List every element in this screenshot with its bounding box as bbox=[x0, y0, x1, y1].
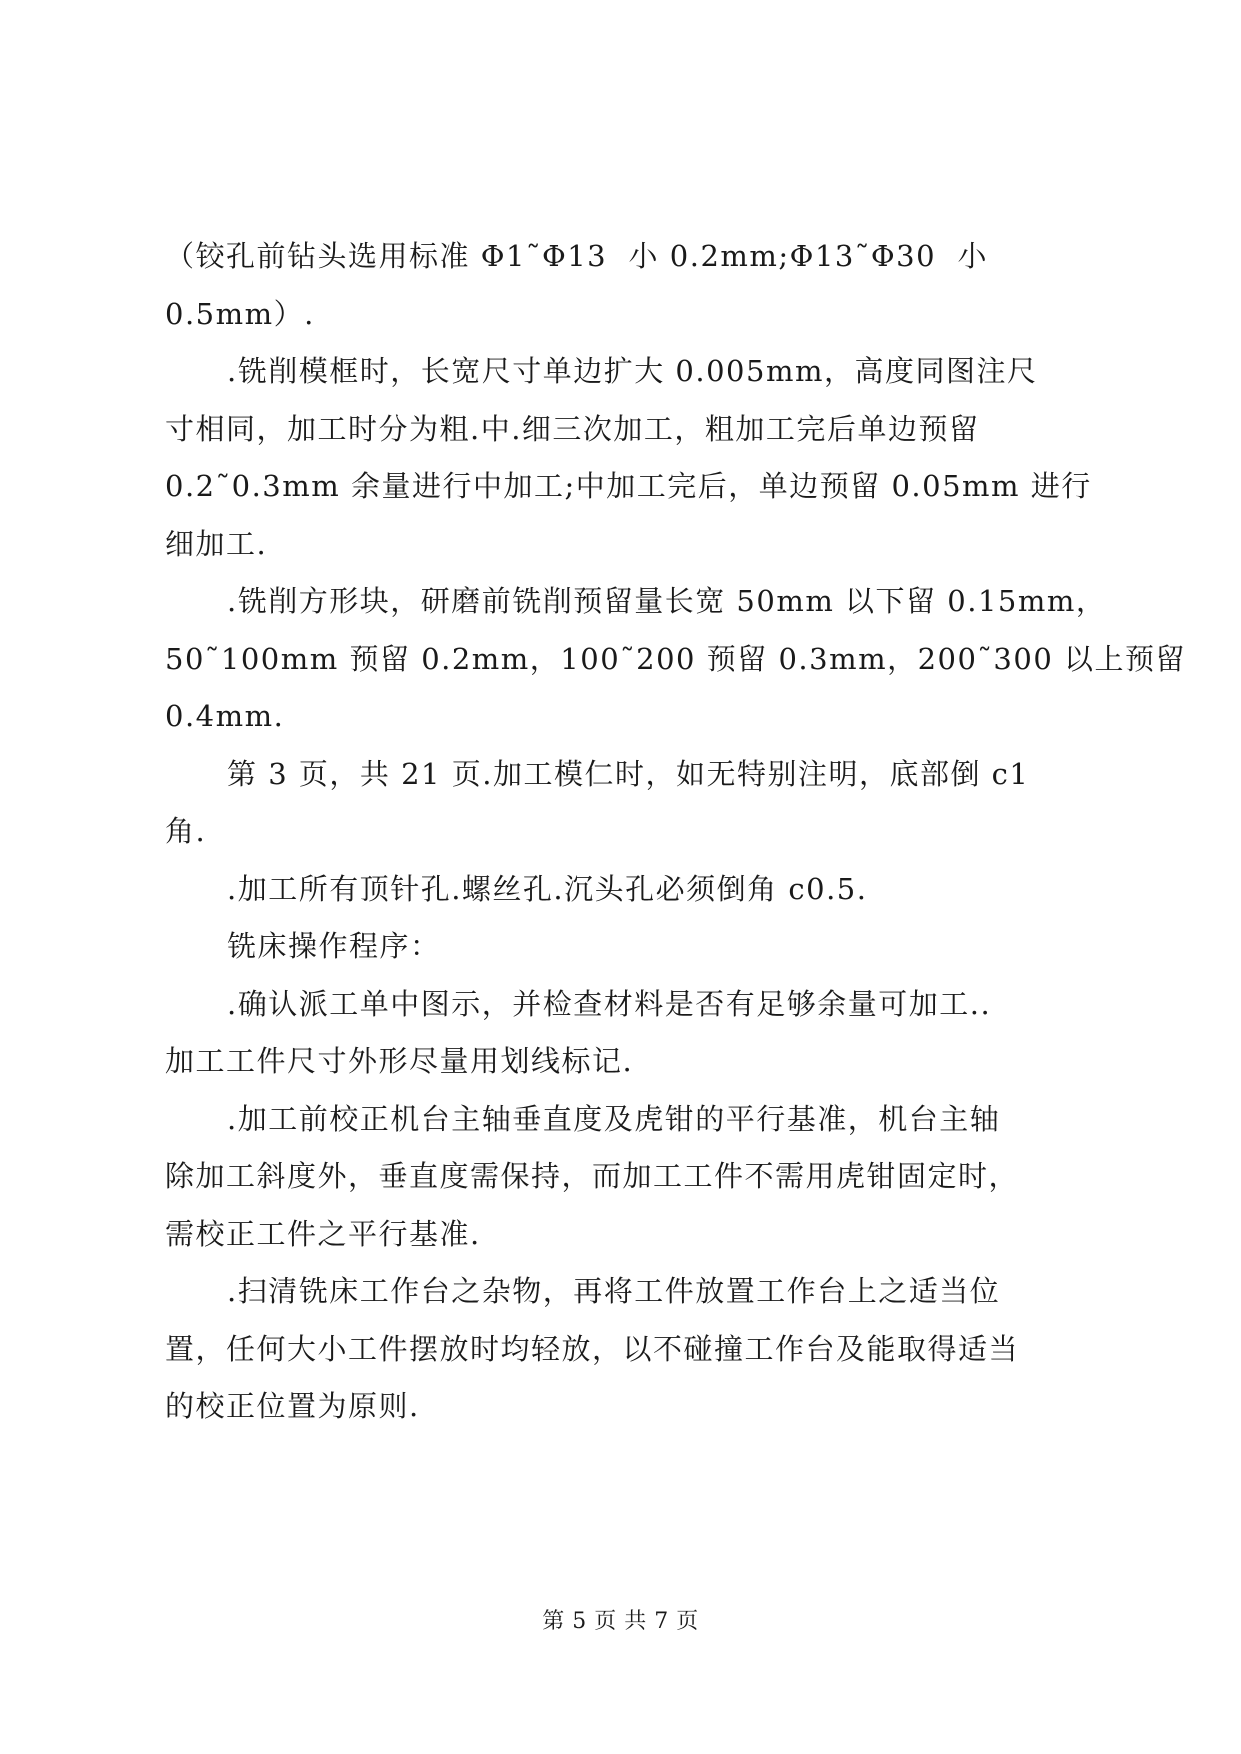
text-line: 50˜100mm 预留 0.2mm，100˜200 预留 0.3mm，200˜300 以上预留 bbox=[165, 641, 1186, 676]
text-line: 0.2˜0.3mm 余量进行中加工;中加工完后，单边预留 0.05mm 进行 bbox=[165, 469, 1092, 503]
text-line: .加工所有顶针孔.螺丝孔.沉头孔必须倒角 c0.5. bbox=[227, 871, 868, 906]
page-footer bbox=[0, 1604, 1241, 1635]
text-line: 除加工斜度外，垂直度需保持，而加工工件不需用虎钳固定时， bbox=[165, 1159, 1020, 1193]
text-line: .铣削模框时，长宽尺寸单边扩大 0.005mm，高度同图注尺 bbox=[227, 354, 1038, 388]
paragraph bbox=[165, 343, 1092, 573]
text-line: 需校正工件之平行基准. bbox=[165, 1216, 481, 1251]
text-line: 0.4mm. bbox=[165, 699, 285, 733]
text-line: 寸相同，加工时分为粗.中.细三次加工，粗加工完后单边预留 bbox=[165, 411, 980, 446]
text-line: 置，任何大小工件摆放时均轻放，以不碰撞工作台及能取得适当 bbox=[165, 1331, 1020, 1366]
text-line: 铣床操作程序： bbox=[227, 929, 441, 963]
paragraph bbox=[165, 746, 1080, 861]
paragraph bbox=[165, 228, 1080, 343]
section-heading bbox=[165, 918, 1080, 976]
text-line: .扫清铣床工作台之杂物，再将工件放置工作台上之适当位 bbox=[227, 1274, 1001, 1308]
text-line: .确认派工单中图示，并检查材料是否有足够余量可加工.. bbox=[227, 986, 992, 1021]
document-body bbox=[165, 228, 1186, 1436]
page-number: 第 5 页 共 7 页 bbox=[542, 1609, 699, 1634]
paragraph bbox=[165, 1263, 1080, 1436]
text-line: （铰孔前钻头选用标准 Φ1˜Φ13 小 0.2mm;Φ13˜Φ30 小 bbox=[165, 239, 988, 273]
paragraph bbox=[165, 1091, 1080, 1264]
text-line: 的校正位置为原则. bbox=[165, 1389, 420, 1423]
text-line: .加工前校正机台主轴垂直度及虎钳的平行基准，机台主轴 bbox=[227, 1101, 1001, 1136]
text-line: 细加工. bbox=[165, 526, 268, 561]
text-line: 0.5mm）. bbox=[165, 296, 315, 331]
paragraph bbox=[165, 976, 1080, 1091]
text-line: 第 3 页，共 21 页.加工模仁时，如无特别注明，底部倒 c1 bbox=[227, 756, 1030, 791]
text-line: .铣削方形块，研磨前铣削预留量长宽 50mm 以下留 0.15mm， bbox=[227, 584, 1107, 618]
text-line: 加工工件尺寸外形尽量用划线标记. bbox=[165, 1044, 634, 1078]
paragraph bbox=[165, 861, 1080, 919]
paragraph bbox=[165, 573, 1186, 746]
text-line: 角. bbox=[165, 814, 207, 848]
